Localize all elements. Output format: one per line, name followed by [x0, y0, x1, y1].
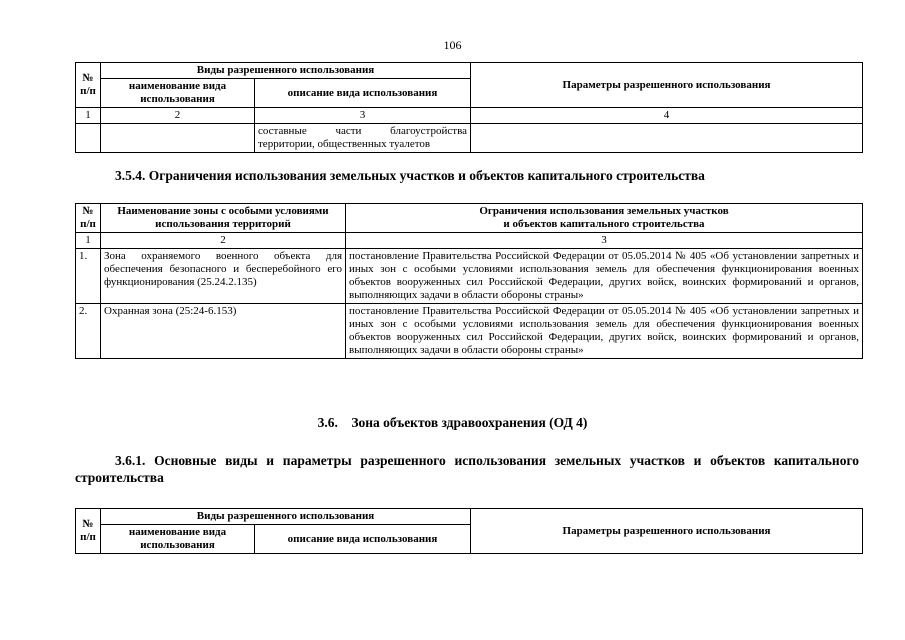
col-number: 2	[101, 233, 346, 249]
col-header-no: № п/п	[76, 509, 101, 554]
col-header-restrictions-line2: и объектов капитального строительства	[503, 218, 705, 230]
col-header-params: Параметры разрешенного использования	[471, 509, 863, 554]
page-number: 106	[443, 38, 462, 52]
cell-params	[471, 124, 863, 153]
col-header-group: Виды разрешенного использования	[101, 509, 471, 525]
cell-no	[76, 124, 101, 153]
cell-no: 2.	[76, 304, 101, 359]
col-number: 3	[346, 233, 863, 249]
col-number: 2	[101, 108, 255, 124]
cell-restrictions: постановление Правительства Российской Федерации от 05.05.2014 № 405 «Об установлении запретных и иных зон с особыми условиями использования земель для обеспечения функционирования военных объектов вооруженных сил Российской Федерации, других войск, воинских формирований и органов, выполняющих задачи в области обороны страны»	[346, 249, 863, 304]
table-permitted-uses-continued	[75, 62, 863, 153]
col-header-zone: Наименование зоны с особыми условиями использования территорий	[101, 204, 346, 233]
cell-zone: Зона охраняемого военного объекта для обеспечения безопасного и бесперебойного его функционирования (25.24.2.135)	[101, 249, 346, 304]
table-row	[76, 249, 863, 304]
col-number: 3	[255, 108, 471, 124]
table-permitted-uses-od4	[75, 508, 863, 554]
col-header-restrictions	[346, 204, 863, 233]
cell-no: 1.	[76, 249, 101, 304]
section-heading-3-6: 3.6. Зона объектов здравоохранения (ОД 4)	[317, 415, 588, 430]
table-restrictions	[75, 203, 863, 359]
col-header-desc: описание вида использования	[255, 525, 471, 554]
col-header-desc: описание вида использования	[255, 79, 471, 108]
col-header-restrictions-line1: Ограничения использования земельных участков	[479, 205, 729, 217]
col-number: 4	[471, 108, 863, 124]
col-header-name: наименование вида использования	[101, 79, 255, 108]
table-row	[76, 304, 863, 359]
section-heading-3-6-1: 3.6.1. Основные виды и параметры разрешенного использования земельных участков и объектов капитального строительства	[75, 453, 859, 485]
col-header-no: № п/п	[76, 204, 101, 233]
cell-name	[101, 124, 255, 153]
cell-restrictions: постановление Правительства Российской Федерации от 05.05.2014 № 405 «Об установлении запретных и иных зон с особыми условиями использования земель для обеспечения функционирования военных объектов вооруженных сил Российской Федерации, других войск, воинских формирований и органов, выполняющих задачи в области обороны страны»	[346, 304, 863, 359]
table-row	[76, 124, 863, 153]
col-header-params: Параметры разрешенного использования	[471, 63, 863, 108]
col-number: 1	[76, 233, 101, 249]
col-header-name: наименование вида использования	[101, 525, 255, 554]
col-header-no: № п/п	[76, 63, 101, 108]
col-number: 1	[76, 108, 101, 124]
section-heading-3-5-4: 3.5.4. Ограничения использования земельных участков и объектов капитального строительства	[115, 168, 705, 183]
cell-zone: Охранная зона (25:24-6.153)	[101, 304, 346, 359]
col-header-group: Виды разрешенного использования	[101, 63, 471, 79]
cell-desc: составные части благоустройства территории, общественных туалетов	[255, 124, 471, 153]
